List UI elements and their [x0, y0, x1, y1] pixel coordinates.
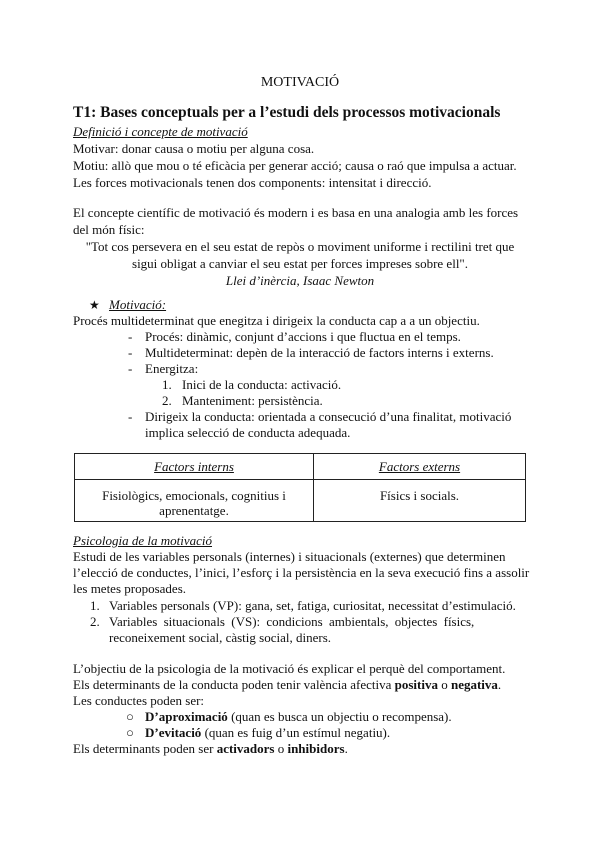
list-number: 1. [90, 598, 100, 613]
definition-line: Les forces motivacionals tenen dos components: intensitat i direcció. [73, 175, 432, 190]
motivation-label: Motivació: [109, 297, 167, 312]
definition-subheading: Definició i concepte de motivació [73, 124, 248, 139]
valence-line: Els determinants de la conducta poden tenir valència afectiva positiva o negativa. [73, 677, 502, 692]
page-title: MOTIVACIÓ [260, 75, 340, 90]
bullet-energitza: Energitza: [145, 361, 199, 376]
newton-quote-line: "Tot cos persevera en el seu estat de repòs o moviment uniforme i rectilini tret que [85, 239, 515, 254]
quote-source: Llei d’inèrcia, Isaac Newton [225, 273, 375, 288]
header-internal-factors: Factors interns [75, 454, 314, 480]
bullet-dirigeix-cont: implica selecció de conducta adequada. [145, 425, 351, 440]
concept-paragraph-line: El concepte científic de motivació és modern i es basa en una analogia amb les forces [73, 205, 519, 220]
header-external-factors: Factors externs [314, 454, 526, 480]
psychology-line: les metes proposades. [73, 581, 187, 596]
list-number: 2. [90, 614, 100, 629]
objective-line: L’objectiu de la psicologia de la motivació és explicar el perquè del comportament. [73, 661, 506, 676]
variables-situational: Variables situacionals (VS): condicions ambientals, objectes físics, [109, 614, 475, 629]
dash-bullet: - [128, 345, 133, 360]
section-heading: T1: Bases conceptuals per a l’estudi dels processos motivacionals [73, 104, 501, 121]
table-row [75, 480, 526, 522]
dash-bullet: - [128, 329, 133, 344]
psychology-line: l’elecció de conductes, l’inici, l’esforç i la persistència en la seva execució fins a assolir [73, 565, 530, 580]
sub-item-persistence: Manteniment: persistència. [182, 393, 323, 408]
cell-external-factors: Físics i socials. [314, 480, 526, 522]
circle-bullet-icon: ○ [126, 725, 134, 740]
inhibitors-term: inhibidors [287, 741, 345, 756]
cell-internal-factors: Fisiològics, emocionals, cognitius i aprenentatge. [75, 480, 314, 522]
sub-number: 1. [162, 377, 172, 392]
avoidance-item: D’evitació (quan es fuig d’un estímul negatiu). [145, 725, 391, 740]
bullet-multideterminat: Multideterminat: depèn de la interacció de factors interns i externs. [145, 345, 494, 360]
negative-term: negativa [450, 677, 498, 692]
factors-table [74, 453, 526, 522]
sub-item-activation: Inici de la conducta: activació. [182, 377, 342, 392]
positive-term: positiva [394, 677, 438, 692]
circle-bullet-icon: ○ [126, 709, 134, 724]
psychology-line: Estudi de les variables personals (internes) i situacionals (externes) que determinen [73, 549, 506, 564]
variables-situational-cont: reconeixement social, càstig social, diners. [109, 630, 332, 645]
activators-term: activadors [216, 741, 275, 756]
approach-item: D’aproximació (quan es busca un objectiu o recompensa). [145, 709, 452, 724]
sub-number: 2. [162, 393, 172, 408]
table-header-row [75, 454, 526, 480]
concept-paragraph-line: del món físic: [73, 222, 145, 237]
determinants-line: Els determinants poden ser activadors o inhibidors. [73, 741, 348, 756]
definition-line: Motiu: allò que mou o té eficàcia per generar acció; causa o raó que impulsa a actuar. [73, 158, 517, 173]
bullet-process: Procés: dinàmic, conjunt d’accions i que fluctua en el temps. [145, 329, 461, 344]
bullet-dirigeix: Dirigeix la conducta: orientada a consecució d’una finalitat, motivació [145, 409, 512, 424]
motivation-definition: Procés multideterminat que enegitza i dirigeix la conducta cap a a un objectiu. [73, 313, 480, 328]
psychology-subheading: Psicologia de la motivació [73, 533, 213, 548]
dash-bullet: - [128, 361, 133, 376]
conducts-intro: Les conductes poden ser: [73, 693, 205, 708]
variables-personal: Variables personals (VP): gana, set, fatiga, curiositat, necessitat d’estimulació. [109, 598, 516, 613]
dash-bullet: - [128, 409, 133, 424]
newton-quote-line: sigui obligat a canviar el seu estat per forces impreses sobre ell". [132, 256, 468, 271]
star-icon: ★ [89, 298, 100, 312]
definition-line: Motivar: donar causa o motiu per alguna cosa. [73, 141, 315, 156]
